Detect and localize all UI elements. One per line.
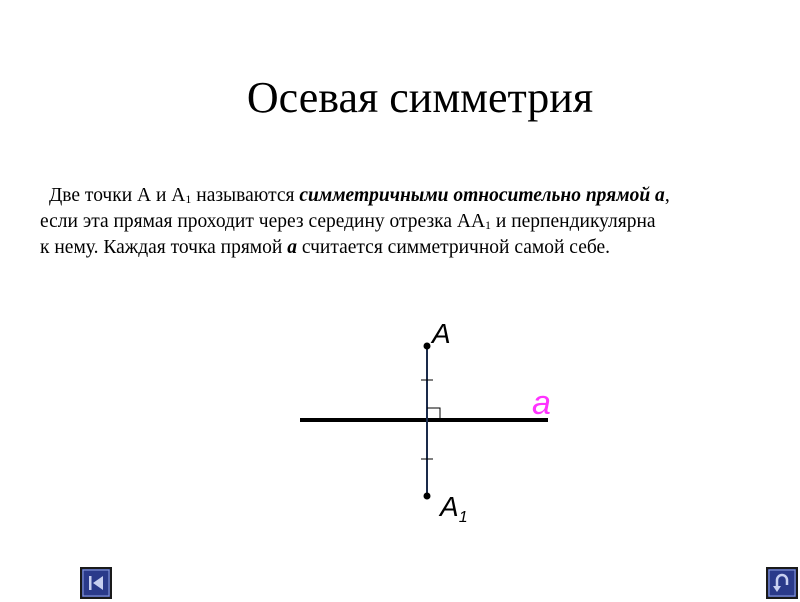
definition-text-part: к нему. Каждая точка прямой <box>40 237 288 258</box>
first-slide-icon <box>82 569 110 597</box>
definition-text-part: , <box>664 185 670 206</box>
return-icon <box>768 569 796 597</box>
definition-text-part: считается симметричной самой себе. <box>296 237 611 258</box>
slide-title: Осевая симметрия <box>246 73 594 122</box>
subscript: 1 <box>485 218 492 232</box>
point-a1-letter: A <box>440 491 459 522</box>
definition-text-part: если эта прямая проходит через середину отрезка АА <box>40 211 486 232</box>
return-button[interactable] <box>766 567 798 599</box>
point-a1-label <box>438 491 468 526</box>
definition-text-part: Две точки А и А <box>49 185 186 206</box>
emphasized-term: а <box>287 237 297 258</box>
axis-label: a <box>532 384 551 422</box>
emphasized-term: симметричными относительно прямой а <box>299 185 665 206</box>
first-slide-button[interactable] <box>80 567 112 599</box>
point-a1 <box>424 493 431 500</box>
subscript: 1 <box>185 192 192 206</box>
definition-text-part: называются <box>191 185 300 206</box>
point-a <box>424 343 431 350</box>
point-a-label: A <box>432 318 451 349</box>
definition-text-part: и перпендикулярна <box>491 211 656 232</box>
point-a1-subscript: 1 <box>458 509 468 526</box>
